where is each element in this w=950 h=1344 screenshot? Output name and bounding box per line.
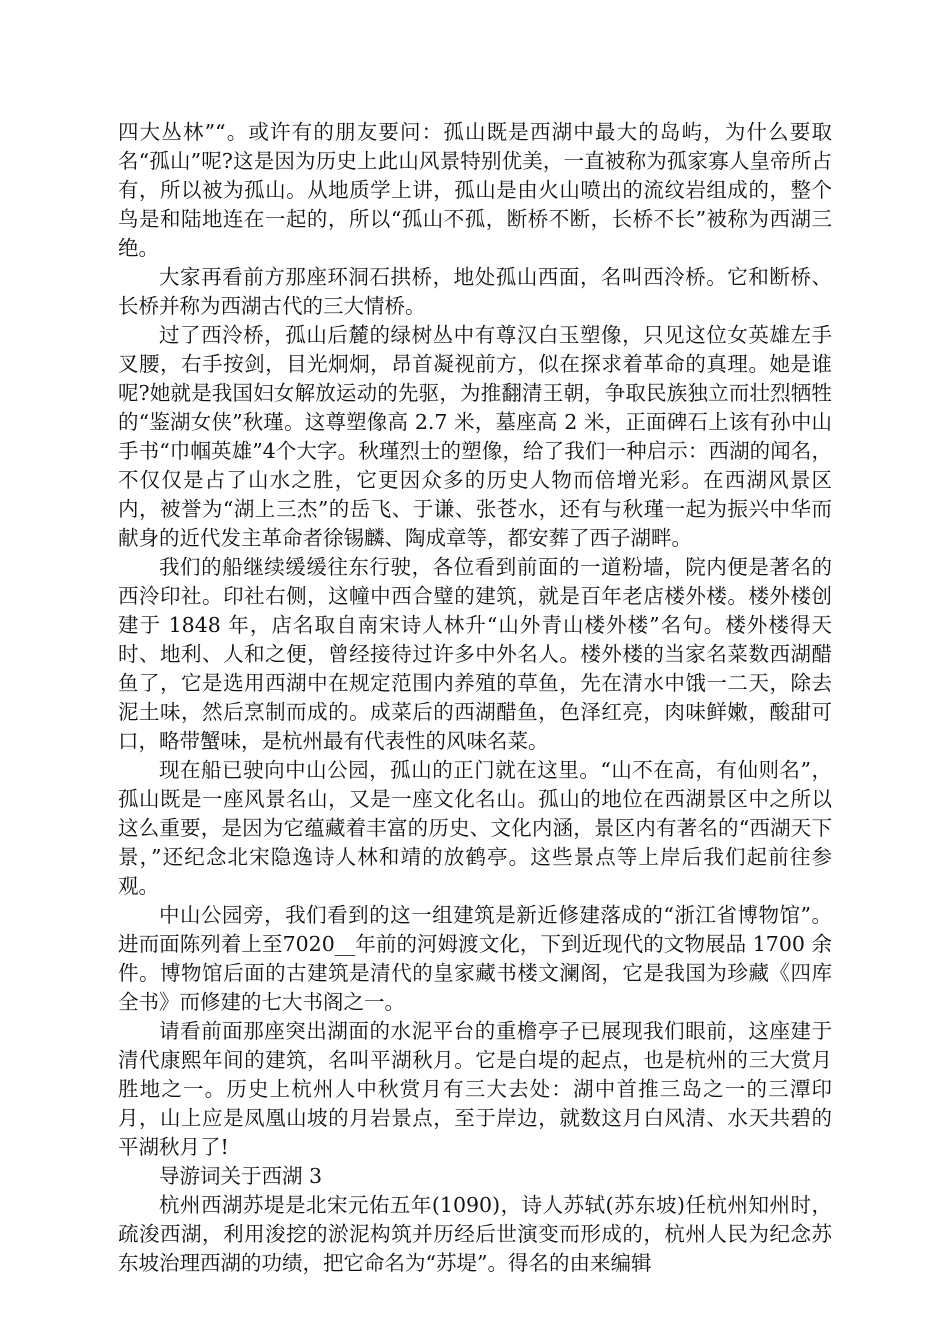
paragraph-zhejiang-museum: 中山公园旁，我们看到的这一组建筑是新近修建落成的“浙江省博物馆”。进而面陈列着上至7020__年前的河姆渡文化，下到近现代的文物展品 1700 余件。博物馆后面的古建筑是清代的皇家藏书楼文澜阁，它是我国为珍藏《四库全书》而修建的七大书阁之一。 (118, 903, 832, 1014)
paragraph-zhongshan-park: 现在船已驶向中山公园，孤山的正门就在这里。“山不在高，有仙则名”，孤山既是一座风景名山，又是一座文化名山。孤山的地位在西湖景区中之所以这么重要，是因为它蕴藏着丰富的历史、文化内涵，景区内有著名的“西湖天下景，”还纪念北宋隐逸诗人林和靖的放鹤亭。这些景点等上岸后我们起前往参观。 (118, 758, 832, 898)
section-heading: 导游词关于西湖 3 (159, 1164, 323, 1188)
paragraph-su-causeway: 杭州西湖苏堤是北宋元佑五年(1090)，诗人苏轼(苏东坡)任杭州知州时，疏浚西湖，利用浚挖的淤泥构筑并历经后世演变而形成的，杭州人民为纪念苏东坡治理西湖的功绩，把它命名为“苏堤”。得名的由来编辑 (118, 1193, 832, 1275)
paragraph-pinghu-qiuyue: 请看前面那座突出湖面的水泥平台的重檐亭子已展现我们眼前，这座建于清代康熙年间的建筑，名叫平湖秋月。它是白堤的起点，也是杭州的三大赏月胜地之一。历史上杭州人中秋赏月有三大去处：湖中首推三岛之一的三潭印月，山上应是凤凰山坡的月岩景点，至于岸边，就数这月白风清、水天共碧的平湖秋月了! (118, 1019, 832, 1159)
paragraph-louwailou: 我们的船继续缓缓往东行驶，各位看到前面的一道粉墙，院内便是著名的西泠印社。印社右侧，这幢中西合璧的建筑，就是百年老店楼外楼。楼外楼创建于 1848 年，店名取自南宋诗人林升“山外青山楼外楼”名句。楼外楼得天时、地利、人和之便，曾经接待过许多中外名人。楼外楼的当家名菜数西湖醋鱼了，它是选用西湖中在规定范围内养殖的草鱼，先在清水中饿一二天，除去泥土味，然后烹制而成的。成菜后的西湖醋鱼，色泽红亮，肉味鲜嫩，酸甜可口，略带蟹味，是杭州最有代表性的风味名菜。 (118, 555, 832, 753)
paragraph-guhshan-intro: 四大丛林”“。或许有的朋友要问：孤山既是西湖中最大的岛屿，为什么要取名“孤山”呢?这是因为历史上此山风景特别优美，一直被称为孤家寡人皇帝所占有，所以被为孤山。从地质学上讲，孤山是由火山喷出的流纹岩组成的，整个鸟是和陆地连在一起的，所以“孤山不孤，断桥不断，长桥不长”被称为西湖三绝。 (118, 120, 832, 260)
document-page (118, 118, 832, 1278)
paragraph-qiujin-statue: 过了西泠桥，孤山后麓的绿树丛中有尊汉白玉塑像，只见这位女英雄左手叉腰，右手按剑，目光炯炯，昂首凝视前方，似在探求着革命的真理。她是谁呢?她就是我国妇女解放运动的先驱，为推翻清王朝，争取民族独立而壮烈牺牲的“鉴湖女侠”秋瑾。这尊塑像高 2.7 米，墓座高 2 米，正面碑石上该有孙中山手书“巾帼英雄”4个大字。秋瑾烈士的塑像，给了我们一种启示：西湖的闻名，不仅仅是占了山水之胜，它更因众多的历史人物而倍增光彩。在西湖风景区内，被誉为“湖上三杰”的岳飞、于谦、张苍水，还有与秋瑾一起为振兴中华而献身的近代发主革命者徐锡麟、陶成章等，都安葬了西子湖畔。 (118, 323, 832, 550)
paragraph-xiling-bridge: 大家再看前方那座环洞石拱桥，地处孤山西面，名叫西泠桥。它和断桥、长桥并称为西湖古代的三大情桥。 (118, 265, 832, 318)
